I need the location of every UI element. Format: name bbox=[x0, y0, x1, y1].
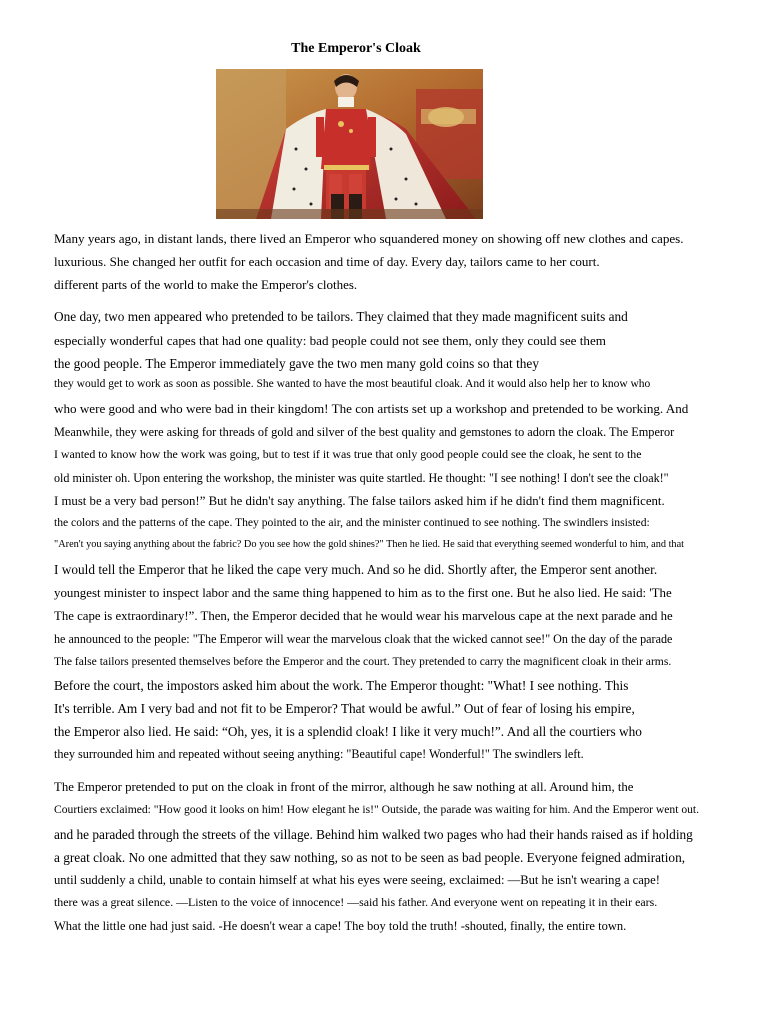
text-line: Before the court, the impostors asked him about the work. The Emperor thought: "What! I see nothing. This bbox=[54, 678, 629, 693]
text-line: The Emperor pretended to put on the cloak in front of the mirror, although he saw nothing at all. Around him, the bbox=[54, 780, 634, 794]
text-line: I must be a very bad person!” But he didn't say anything. The false tailors asked him if he didn't find them magnificent. bbox=[54, 494, 665, 508]
text-line: "Aren't you saying anything about the fabric? Do you see how the gold shines?" Then he lied. He said that everything seemed wonderful to him, and that bbox=[54, 539, 685, 550]
text-line: the Emperor also lied. He said: “Oh, yes, it is a splendid cloak! I like it very much!”. And all the courtiers who bbox=[54, 724, 642, 739]
text-line: luxurious. She changed her outfit for each occasion and time of day. Every day, tailors came to her court. bbox=[54, 254, 600, 269]
text-line: It's terrible. Am I very bad and not fit to be Emperor? That would be awful.” Out of fear of losing his empire, bbox=[54, 701, 635, 716]
text-line: he announced to the people: "The Emperor will wear the marvelous cloak that the wicked cannot see!" On the day of the parade bbox=[54, 632, 673, 646]
text-line: Many years ago, in distant lands, there lived an Emperor who squandered money on showing off new clothes and capes. bbox=[54, 231, 684, 246]
text-line: The cape is extraordinary!”. Then, the Emperor decided that he would wear his marvelous cape at the next parade and he bbox=[54, 609, 673, 623]
text-line: The false tailors presented themselves before the Emperor and the court. They pretended to carry the magnificent cloak in their arms. bbox=[54, 655, 672, 668]
emperor-portrait-illustration bbox=[216, 69, 483, 219]
text-line: I wanted to know how the work was going, but to test if it was true that only good people could see the cloak, he sent to the bbox=[54, 447, 642, 461]
text-line: a great cloak. No one admitted that they saw nothing, so as not to be seen as bad people. Everyone feigned admiration, bbox=[54, 850, 686, 865]
text-line: and he paraded through the streets of the village. Behind him walked two pages who had their hands raised as if holding bbox=[54, 827, 693, 842]
text-line: there was a great silence. —Listen to the voice of innocence! —said his father. And everyone went on repeating it in their ears. bbox=[54, 895, 658, 909]
text-line: the colors and the patterns of the cape. They pointed to the air, and the minister continued to see nothing. The swindlers insisted: bbox=[54, 516, 650, 529]
text-line: until suddenly a child, unable to contain himself at what his eyes were seeing, exclaimed: —But he isn't wearing a cape! bbox=[54, 873, 660, 887]
text-line: What the little one had just said. -He doesn't wear a cape! The boy told the truth! -shouted, finally, the entire town. bbox=[54, 919, 627, 933]
text-line: they would get to work as soon as possible. She wanted to have the most beautiful cloak. And it would also help her to know who bbox=[54, 378, 651, 390]
text-line: youngest minister to inspect labor and the same thing happened to him as to the first one. But he also lied. He said: 'The bbox=[54, 586, 672, 600]
document-title: The Emperor's Cloak bbox=[291, 41, 421, 56]
text-line: who were good and who were bad in their kingdom! The con artists set up a workshop and pretended to be working. And bbox=[54, 401, 689, 416]
text-line: different parts of the world to make the Emperor's clothes. bbox=[54, 277, 358, 292]
emperor-portrait-image bbox=[216, 69, 483, 219]
text-line: I would tell the Emperor that he liked the cape very much. And so he did. Shortly after, the Emperor sent another. bbox=[54, 562, 658, 577]
text-line: especially wonderful capes that had one quality: bad people could not see them, only they could see them bbox=[54, 333, 606, 348]
text-line: Courtiers exclaimed: "How good it looks on him! How elegant he is!" Outside, the parade was waiting for him. And the Emperor went out. bbox=[54, 803, 700, 816]
text-line: old minister oh. Upon entering the workshop, the minister was quite startled. He thought: "I see nothing! I don't see the cloak!" bbox=[54, 471, 669, 485]
text-line: they surrounded him and repeated without seeing anything: "Beautiful cape! Wonderful!" The swindlers left. bbox=[54, 747, 584, 761]
text-line: Meanwhile, they were asking for threads of gold and silver of the best quality and gemstones to adorn the cloak. The Emperor bbox=[54, 425, 675, 439]
text-line: the good people. The Emperor immediately gave the two men many gold coins so that they bbox=[54, 356, 539, 371]
text-line: One day, two men appeared who pretended to be tailors. They claimed that they made magnificent suits and bbox=[54, 309, 628, 324]
